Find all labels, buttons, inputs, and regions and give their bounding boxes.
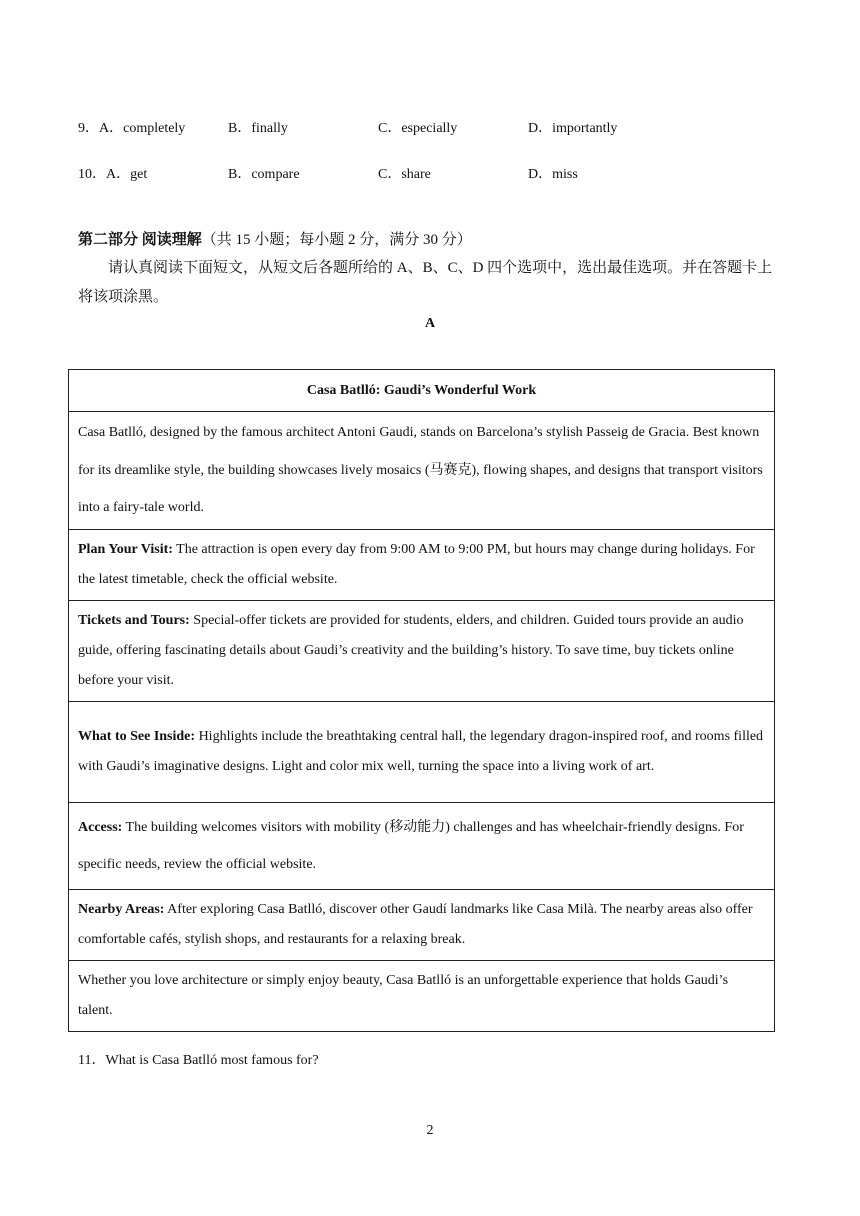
section-note: （共 15 小题；每小题 2 分，满分 30 分） — [201, 232, 472, 248]
plan-text: The attraction is open every day from 9:00 AM to 9:00 PM, but hours may change during holidays. For the latest timetable, check the official website. — [78, 542, 755, 587]
tickets-text: Special-offer tickets are provided for students, elders, and children. Guided tours provide an audio guide, offering fascinating details about Gaudi’s creativity and the building’s history. To save time, buy tickets online before your visit. — [78, 613, 744, 688]
section-title: 第二部分 阅读理解 — [78, 232, 202, 248]
inside-label: What to See Inside: — [78, 729, 196, 744]
table-row-closing — [69, 961, 775, 1032]
option-10a: 10．A．get — [78, 167, 148, 182]
access-label: Access: — [78, 819, 123, 835]
plan-cell — [69, 530, 775, 601]
option-9d: D．importantly — [528, 121, 618, 136]
tickets-cell — [69, 601, 775, 702]
table-title: Casa Batlló: Gaudi’s Wonderful Work — [69, 370, 775, 412]
tickets-label: Tickets and Tours: — [78, 613, 190, 628]
option-9a: 9．A．completely — [78, 121, 186, 136]
inside-text: Highlights include the breathtaking central hall, the legendary dragon-inspired roof, and rooms filled with Gaudi’s imaginative designs. Light and color mix well, turning the space into a living work of art. — [78, 729, 764, 774]
nearby-cell — [69, 890, 775, 961]
section-heading — [78, 228, 472, 249]
table-row-access — [69, 803, 775, 890]
passage-table — [68, 369, 775, 1032]
access-text-after: ) challenges and has wheelchair-friendly designs. For specific needs, review the official website. — [78, 819, 744, 872]
table-row-inside — [69, 702, 775, 803]
option-10b: B．compare — [228, 167, 300, 182]
nearby-text: After exploring Casa Batlló, discover other Gaudí landmarks like Casa Milà. The nearby areas also offer comfortable cafés, stylish shops, and restaurants for a relaxing break. — [78, 902, 753, 947]
intro-cn-gloss: 马赛克 — [429, 461, 472, 478]
intro-text-before: Casa Batlló, designed by the famous architect Antoni Gaudi, stands on Barcelona’s stylish Passeig de Gracia. Best known for its dreamlike style, the building showcases lively mosaics ( — [78, 425, 760, 478]
table-row-tickets — [69, 601, 775, 702]
section-instruction: 请认真阅读下面短文，从短文后各题所给的 A、B、C、D 四个选项中，选出最佳选项。并在答题卡上将该项涂黑。 — [78, 260, 773, 305]
access-cell — [69, 803, 775, 890]
page-number: 2 — [426, 1123, 434, 1138]
option-9c: C．especially — [378, 121, 458, 136]
passage-letter: A — [424, 316, 436, 331]
table-row-plan — [69, 530, 775, 601]
table-row-title — [69, 370, 775, 412]
question-11: 11．What is Casa Batlló most famous for? — [78, 1053, 319, 1068]
access-cn-gloss: 移动能力 — [389, 818, 446, 835]
closing-cell: Whether you love architecture or simply enjoy beauty, Casa Batlló is an unforgettable experience that holds Gaudi’s talent. — [69, 961, 775, 1032]
nearby-label: Nearby Areas: — [78, 902, 165, 917]
table-row-intro — [69, 412, 775, 530]
intro-cell — [69, 412, 775, 530]
intro-text-after: ), flowing shapes, and designs that transport visitors into a fairy-tale world. — [78, 462, 763, 516]
option-10d: D．miss — [528, 167, 578, 182]
access-text-before: The building welcomes visitors with mobility ( — [122, 819, 390, 835]
option-9b: B．finally — [228, 121, 288, 136]
inside-cell — [69, 702, 775, 803]
table-row-nearby — [69, 890, 775, 961]
plan-label: Plan Your Visit: — [78, 542, 173, 557]
option-10c: C．share — [378, 167, 431, 182]
